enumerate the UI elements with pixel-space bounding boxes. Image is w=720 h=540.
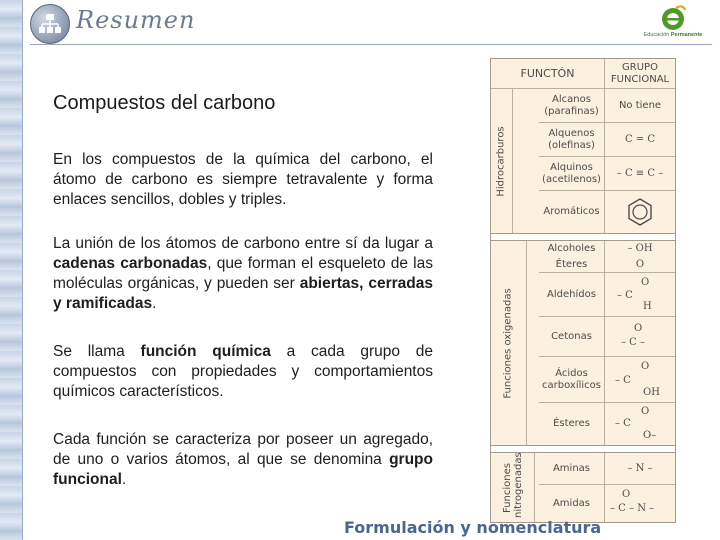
brand-part2: Permanente <box>670 32 703 38</box>
group-amidas: O – C – N – <box>610 488 655 514</box>
row-alquenos: Alquenos (olefinas) <box>539 123 605 157</box>
category-hydrocarbons: Hidrocarburos <box>491 89 513 233</box>
row-alcoholes: Alcoholes <box>539 241 605 257</box>
row-acidos: Ácidos carboxílicos <box>539 357 605 403</box>
benzene-ring-icon <box>625 197 655 227</box>
category-nitrogen: Funciones nitrogenadas <box>491 453 535 522</box>
row-aromaticos: Aromáticos <box>539 191 605 233</box>
brand-e-icon <box>659 4 687 32</box>
group-cetonas: O – C – <box>605 317 675 357</box>
group-aromaticos <box>605 191 675 233</box>
row-aminas: Aminas <box>539 453 605 485</box>
group-eteres: O <box>605 257 675 273</box>
row-esteres: Ésteres <box>539 403 605 445</box>
group-alcoholes: – OH <box>627 243 653 254</box>
paragraph-chains: La unión de los átomos de carbono entre sí da lugar a cadenas carbonadas, que forman el esqueleto de las moléculas orgánicas, y pueden ser abiertas, cerradas y ramificadas. <box>53 235 433 312</box>
paragraph-tetravalent: En los compuestos de la química del carbono, el átomo de carbono es siempre tetravalente y forma enlaces sencillos, dobles y triples. <box>53 151 433 208</box>
group-acidos: O – C OH <box>605 357 675 403</box>
header-function: FUNCTÓN <box>491 59 605 89</box>
row-aldehidos: Aldehídos <box>539 273 605 317</box>
brand-part1: Educación <box>643 32 670 38</box>
row-alcanos: Alcanos (parafinas) <box>539 89 605 123</box>
row-alquinos: Alquinos (acetilenos) <box>539 157 605 191</box>
group-esteres: O – C O– <box>615 406 657 441</box>
category-oxygenated: Funciones oxigenadas <box>491 241 527 445</box>
header-title: Resumen <box>76 6 196 34</box>
paragraph-chemical-function: Se llama función química a cada grupo de compuestos con propiedades y comportamientos químicos característicos. <box>53 343 433 400</box>
paragraph-functional-group: Cada función se caracteriza por poseer un agregado, de uno o varios átomos, al que se denomina grupo funcional. <box>53 431 433 488</box>
brand-logo <box>636 4 710 38</box>
group-alquenos: C = C <box>605 123 675 157</box>
header-divider <box>30 44 712 45</box>
footer-title: Formulación y nomenclatura <box>344 518 602 537</box>
sitemap-logo-icon <box>30 4 70 44</box>
row-cetonas: Cetonas <box>539 317 605 357</box>
header-group: GRUPO FUNCIONAL <box>605 59 675 89</box>
group-alcanos: No tiene <box>605 89 675 123</box>
group-aldehidos: O – C H <box>605 273 675 317</box>
decorative-side-band <box>0 0 23 540</box>
row-amidas: Amidas <box>539 485 605 522</box>
page-title: Compuestos del carbono <box>53 92 276 114</box>
section-separator <box>491 233 675 241</box>
group-alquinos: – C ≡ C – <box>605 157 675 191</box>
group-aminas: – N – <box>605 453 675 485</box>
row-eteres: Éteres <box>539 257 605 273</box>
functional-groups-table <box>490 58 676 523</box>
